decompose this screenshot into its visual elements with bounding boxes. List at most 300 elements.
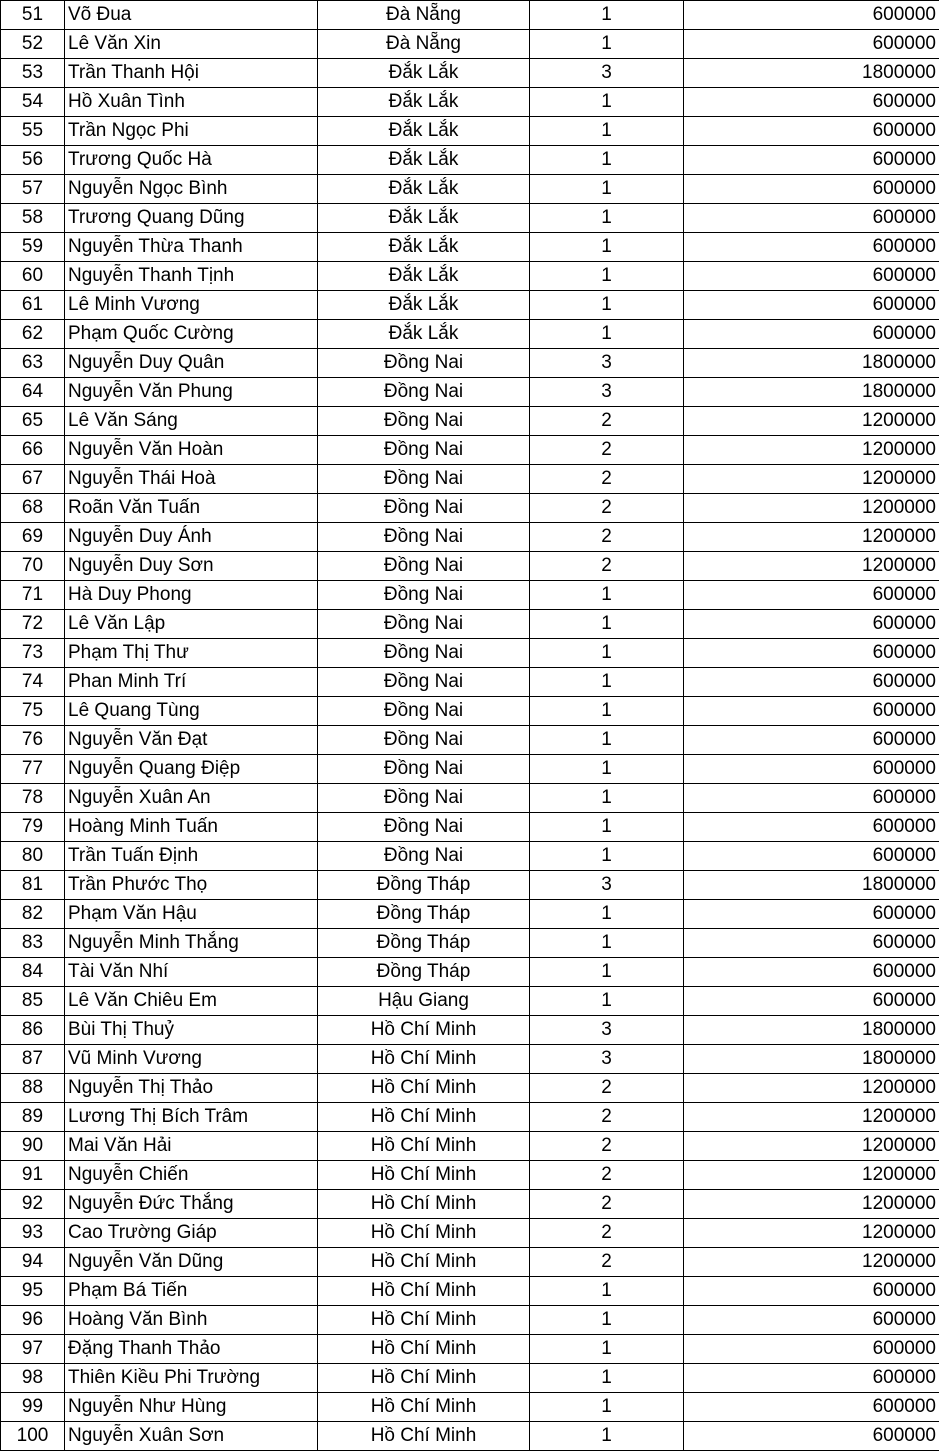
table-row	[1, 1306, 939, 1335]
province-cell[interactable]: Hồ Chí Minh	[318, 1422, 530, 1451]
quantity-cell[interactable]: 1	[530, 320, 684, 349]
quantity-cell[interactable]: 1	[530, 842, 684, 871]
row-number-cell[interactable]: 74	[1, 668, 65, 697]
amount-cell[interactable]: 1800000	[684, 59, 939, 88]
province-cell[interactable]: Đồng Tháp	[318, 958, 530, 987]
name-cell[interactable]: Nguyễn Ngọc Bình	[65, 175, 318, 204]
province-cell[interactable]: Đồng Nai	[318, 668, 530, 697]
table-row	[1, 581, 939, 610]
quantity-cell[interactable]: 1	[530, 1393, 684, 1422]
name-cell[interactable]: Nguyễn Văn Hoàn	[65, 436, 318, 465]
row-number-cell[interactable]: 76	[1, 726, 65, 755]
province-cell[interactable]: Đồng Nai	[318, 349, 530, 378]
table-row	[1, 1393, 939, 1422]
row-number-cell[interactable]: 84	[1, 958, 65, 987]
quantity-cell[interactable]: 1	[530, 175, 684, 204]
table-row	[1, 1364, 939, 1393]
table-row	[1, 1422, 939, 1451]
province-cell[interactable]: Đồng Nai	[318, 494, 530, 523]
row-number-cell[interactable]: 85	[1, 987, 65, 1016]
province-cell[interactable]: Đồng Nai	[318, 697, 530, 726]
province-cell[interactable]: Đồng Tháp	[318, 900, 530, 929]
row-number-cell[interactable]: 88	[1, 1074, 65, 1103]
table-row	[1, 697, 939, 726]
row-number-cell[interactable]: 81	[1, 871, 65, 900]
name-cell[interactable]: Trần Tuấn Định	[65, 842, 318, 871]
province-cell[interactable]: Đồng Nai	[318, 407, 530, 436]
row-number-cell[interactable]: 98	[1, 1364, 65, 1393]
amount-cell[interactable]: 600000	[684, 1277, 939, 1306]
row-number-cell[interactable]: 92	[1, 1190, 65, 1219]
name-cell[interactable]: Nguyễn Văn Đạt	[65, 726, 318, 755]
quantity-cell[interactable]: 2	[530, 523, 684, 552]
row-number-cell[interactable]: 51	[1, 1, 65, 30]
amount-cell[interactable]: 1200000	[684, 465, 939, 494]
row-number-cell[interactable]: 52	[1, 30, 65, 59]
amount-cell[interactable]: 600000	[684, 117, 939, 146]
amount-cell[interactable]: 1200000	[684, 494, 939, 523]
name-cell[interactable]: Nguyễn Xuân An	[65, 784, 318, 813]
province-cell[interactable]: Đồng Nai	[318, 755, 530, 784]
province-cell[interactable]: Hồ Chí Minh	[318, 1190, 530, 1219]
amount-cell[interactable]: 1200000	[684, 407, 939, 436]
table-row	[1, 1248, 939, 1277]
name-cell[interactable]: Trần Ngọc Phi	[65, 117, 318, 146]
province-cell[interactable]: Đà Nẵng	[318, 1, 530, 30]
quantity-cell[interactable]: 1	[530, 668, 684, 697]
province-cell[interactable]: Đồng Tháp	[318, 929, 530, 958]
amount-cell[interactable]: 600000	[684, 784, 939, 813]
quantity-cell[interactable]: 2	[530, 1219, 684, 1248]
quantity-cell[interactable]: 1	[530, 1, 684, 30]
amount-cell[interactable]: 600000	[684, 1364, 939, 1393]
quantity-cell[interactable]: 2	[530, 407, 684, 436]
name-cell[interactable]: Lê Quang Tùng	[65, 697, 318, 726]
province-cell[interactable]: Đắk Lắk	[318, 59, 530, 88]
row-number-cell[interactable]: 80	[1, 842, 65, 871]
name-cell[interactable]: Hà Duy Phong	[65, 581, 318, 610]
name-cell[interactable]: Hoàng Văn Bình	[65, 1306, 318, 1335]
amount-cell[interactable]: 1200000	[684, 1248, 939, 1277]
amount-cell[interactable]: 600000	[684, 1393, 939, 1422]
name-cell[interactable]: Đặng Thanh Thảo	[65, 1335, 318, 1364]
row-number-cell[interactable]: 91	[1, 1161, 65, 1190]
province-cell[interactable]: Đồng Nai	[318, 726, 530, 755]
row-number-cell[interactable]: 86	[1, 1016, 65, 1045]
row-number-cell[interactable]: 67	[1, 465, 65, 494]
table-row	[1, 175, 939, 204]
name-cell[interactable]: Nguyễn Thái Hoà	[65, 465, 318, 494]
name-cell[interactable]: Vũ Minh Vương	[65, 1045, 318, 1074]
row-number-cell[interactable]: 62	[1, 320, 65, 349]
table-row	[1, 117, 939, 146]
table-row	[1, 726, 939, 755]
amount-cell[interactable]: 1200000	[684, 1219, 939, 1248]
province-cell[interactable]: Đồng Nai	[318, 523, 530, 552]
province-cell[interactable]: Đồng Nai	[318, 610, 530, 639]
province-cell[interactable]: Đồng Nai	[318, 552, 530, 581]
name-cell[interactable]: Roãn Văn Tuấn	[65, 494, 318, 523]
quantity-cell[interactable]: 1	[530, 88, 684, 117]
row-number-cell[interactable]: 95	[1, 1277, 65, 1306]
amount-cell[interactable]: 600000	[684, 262, 939, 291]
quantity-cell[interactable]: 2	[530, 1248, 684, 1277]
quantity-cell[interactable]: 3	[530, 59, 684, 88]
quantity-cell[interactable]: 2	[530, 465, 684, 494]
quantity-cell[interactable]: 3	[530, 349, 684, 378]
province-cell[interactable]: Đắk Lắk	[318, 291, 530, 320]
province-cell[interactable]: Đắk Lắk	[318, 175, 530, 204]
quantity-cell[interactable]: 1	[530, 929, 684, 958]
province-cell[interactable]: Đồng Nai	[318, 813, 530, 842]
amount-cell[interactable]: 1200000	[684, 552, 939, 581]
province-cell[interactable]: Hồ Chí Minh	[318, 1045, 530, 1074]
name-cell[interactable]: Thiên Kiều Phi Trường	[65, 1364, 318, 1393]
table-row	[1, 1161, 939, 1190]
table-row	[1, 407, 939, 436]
name-cell[interactable]: Lương Thị Bích Trâm	[65, 1103, 318, 1132]
table-row	[1, 784, 939, 813]
name-cell[interactable]: Phạm Quốc Cường	[65, 320, 318, 349]
table-row	[1, 668, 939, 697]
row-number-cell[interactable]: 93	[1, 1219, 65, 1248]
name-cell[interactable]: Trần Phước Thọ	[65, 871, 318, 900]
row-number-cell[interactable]: 77	[1, 755, 65, 784]
quantity-cell[interactable]: 2	[530, 1190, 684, 1219]
amount-cell[interactable]: 600000	[684, 900, 939, 929]
quantity-cell[interactable]: 3	[530, 1016, 684, 1045]
name-cell[interactable]: Nguyễn Đức Thắng	[65, 1190, 318, 1219]
row-number-cell[interactable]: 96	[1, 1306, 65, 1335]
table-row	[1, 233, 939, 262]
name-cell[interactable]: Nguyễn Văn Phung	[65, 378, 318, 407]
amount-cell[interactable]: 600000	[684, 1306, 939, 1335]
name-cell[interactable]: Lê Văn Xin	[65, 30, 318, 59]
name-cell[interactable]: Lê Minh Vương	[65, 291, 318, 320]
quantity-cell[interactable]: 2	[530, 1103, 684, 1132]
table-row	[1, 958, 939, 987]
table-row	[1, 871, 939, 900]
table-row	[1, 1045, 939, 1074]
row-number-cell[interactable]: 73	[1, 639, 65, 668]
quantity-cell[interactable]: 2	[530, 1074, 684, 1103]
table-row	[1, 204, 939, 233]
quantity-cell[interactable]: 1	[530, 1335, 684, 1364]
amount-cell[interactable]: 600000	[684, 697, 939, 726]
province-cell[interactable]: Đồng Nai	[318, 378, 530, 407]
row-number-cell[interactable]: 60	[1, 262, 65, 291]
row-number-cell[interactable]: 82	[1, 900, 65, 929]
province-cell[interactable]: Đắk Lắk	[318, 262, 530, 291]
table-row	[1, 1103, 939, 1132]
province-cell[interactable]: Hồ Chí Minh	[318, 1277, 530, 1306]
amount-cell[interactable]: 1800000	[684, 1016, 939, 1045]
name-cell[interactable]: Phạm Văn Hậu	[65, 900, 318, 929]
quantity-cell[interactable]: 1	[530, 697, 684, 726]
table-body	[1, 1, 939, 1451]
table-row	[1, 1016, 939, 1045]
row-number-cell[interactable]: 90	[1, 1132, 65, 1161]
quantity-cell[interactable]: 1	[530, 1364, 684, 1393]
quantity-cell[interactable]: 2	[530, 436, 684, 465]
name-cell[interactable]: Tài Văn Nhí	[65, 958, 318, 987]
table-row	[1, 291, 939, 320]
row-number-cell[interactable]: 69	[1, 523, 65, 552]
row-number-cell[interactable]: 57	[1, 175, 65, 204]
quantity-cell[interactable]: 1	[530, 610, 684, 639]
row-number-cell[interactable]: 71	[1, 581, 65, 610]
row-number-cell[interactable]: 94	[1, 1248, 65, 1277]
amount-cell[interactable]: 600000	[684, 1422, 939, 1451]
table-row	[1, 1132, 939, 1161]
name-cell[interactable]: Lê Văn Lập	[65, 610, 318, 639]
row-number-cell[interactable]: 72	[1, 610, 65, 639]
name-cell[interactable]: Phạm Bá Tiến	[65, 1277, 318, 1306]
amount-cell[interactable]: 600000	[684, 755, 939, 784]
table-row	[1, 88, 939, 117]
province-cell[interactable]: Hồ Chí Minh	[318, 1306, 530, 1335]
amount-cell[interactable]: 600000	[684, 987, 939, 1016]
table-row	[1, 610, 939, 639]
name-cell[interactable]: Nguyễn Văn Dũng	[65, 1248, 318, 1277]
row-number-cell[interactable]: 83	[1, 929, 65, 958]
quantity-cell[interactable]: 1	[530, 755, 684, 784]
name-cell[interactable]: Hồ Xuân Tình	[65, 88, 318, 117]
amount-cell[interactable]: 600000	[684, 813, 939, 842]
province-cell[interactable]: Đắk Lắk	[318, 233, 530, 262]
table-row	[1, 320, 939, 349]
table-row	[1, 1219, 939, 1248]
row-number-cell[interactable]: 75	[1, 697, 65, 726]
amount-cell[interactable]: 600000	[684, 320, 939, 349]
amount-cell[interactable]: 600000	[684, 1, 939, 30]
province-cell[interactable]: Đà Nẵng	[318, 30, 530, 59]
table-row	[1, 523, 939, 552]
province-cell[interactable]: Đồng Nai	[318, 436, 530, 465]
amount-cell[interactable]: 600000	[684, 88, 939, 117]
quantity-cell[interactable]: 1	[530, 233, 684, 262]
row-number-cell[interactable]: 59	[1, 233, 65, 262]
row-number-cell[interactable]: 53	[1, 59, 65, 88]
province-cell[interactable]: Hồ Chí Minh	[318, 1103, 530, 1132]
province-cell[interactable]: Đắk Lắk	[318, 117, 530, 146]
province-cell[interactable]: Hồ Chí Minh	[318, 1074, 530, 1103]
table-row	[1, 1335, 939, 1364]
table-row	[1, 755, 939, 784]
province-cell[interactable]: Đồng Nai	[318, 842, 530, 871]
amount-cell[interactable]: 600000	[684, 1335, 939, 1364]
table-row	[1, 1074, 939, 1103]
table-row	[1, 146, 939, 175]
row-number-cell[interactable]: 97	[1, 1335, 65, 1364]
row-number-cell[interactable]: 70	[1, 552, 65, 581]
amount-cell[interactable]: 1200000	[684, 523, 939, 552]
quantity-cell[interactable]: 1	[530, 639, 684, 668]
province-cell[interactable]: Đồng Nai	[318, 581, 530, 610]
amount-cell[interactable]: 600000	[684, 581, 939, 610]
name-cell[interactable]: Nguyễn Duy Ánh	[65, 523, 318, 552]
name-cell[interactable]: Nguyễn Quang Điệp	[65, 755, 318, 784]
amount-cell[interactable]: 1800000	[684, 349, 939, 378]
table-row	[1, 494, 939, 523]
amount-cell[interactable]: 1200000	[684, 1103, 939, 1132]
province-cell[interactable]: Hồ Chí Minh	[318, 1219, 530, 1248]
quantity-cell[interactable]: 3	[530, 871, 684, 900]
table-row	[1, 987, 939, 1016]
row-number-cell[interactable]: 78	[1, 784, 65, 813]
amount-cell[interactable]: 1800000	[684, 871, 939, 900]
quantity-cell[interactable]: 1	[530, 958, 684, 987]
name-cell[interactable]: Nguyễn Minh Thắng	[65, 929, 318, 958]
name-cell[interactable]: Nguyễn Duy Sơn	[65, 552, 318, 581]
amount-cell[interactable]: 600000	[684, 175, 939, 204]
quantity-cell[interactable]: 1	[530, 262, 684, 291]
name-cell[interactable]: Nguyễn Thị Thảo	[65, 1074, 318, 1103]
name-cell[interactable]: Bùi Thị Thuỷ	[65, 1016, 318, 1045]
quantity-cell[interactable]: 2	[530, 1161, 684, 1190]
quantity-cell[interactable]: 1	[530, 117, 684, 146]
name-cell[interactable]: Cao Trường Giáp	[65, 1219, 318, 1248]
table-row	[1, 436, 939, 465]
province-cell[interactable]: Đắk Lắk	[318, 146, 530, 175]
name-cell[interactable]: Hoàng Minh Tuấn	[65, 813, 318, 842]
amount-cell[interactable]: 600000	[684, 726, 939, 755]
province-cell[interactable]: Đắk Lắk	[318, 320, 530, 349]
name-cell[interactable]: Võ Đua	[65, 1, 318, 30]
province-cell[interactable]: Hồ Chí Minh	[318, 1161, 530, 1190]
quantity-cell[interactable]: 1	[530, 30, 684, 59]
quantity-cell[interactable]: 1	[530, 987, 684, 1016]
row-number-cell[interactable]: 89	[1, 1103, 65, 1132]
quantity-cell[interactable]: 3	[530, 1045, 684, 1074]
row-number-cell[interactable]: 58	[1, 204, 65, 233]
province-cell[interactable]: Đắk Lắk	[318, 204, 530, 233]
row-number-cell[interactable]: 54	[1, 88, 65, 117]
name-cell[interactable]: Lê Văn Chiêu Em	[65, 987, 318, 1016]
row-number-cell[interactable]: 68	[1, 494, 65, 523]
quantity-cell[interactable]: 3	[530, 378, 684, 407]
amount-cell[interactable]: 1800000	[684, 1045, 939, 1074]
quantity-cell[interactable]: 1	[530, 1277, 684, 1306]
name-cell[interactable]: Trương Quang Dũng	[65, 204, 318, 233]
quantity-cell[interactable]: 2	[530, 494, 684, 523]
province-cell[interactable]: Hồ Chí Minh	[318, 1393, 530, 1422]
province-cell[interactable]: Hồ Chí Minh	[318, 1132, 530, 1161]
row-number-cell[interactable]: 99	[1, 1393, 65, 1422]
province-cell[interactable]: Đồng Nai	[318, 639, 530, 668]
row-number-cell[interactable]: 66	[1, 436, 65, 465]
amount-cell[interactable]: 600000	[684, 668, 939, 697]
province-cell[interactable]: Hồ Chí Minh	[318, 1248, 530, 1277]
amount-cell[interactable]: 1200000	[684, 436, 939, 465]
row-number-cell[interactable]: 65	[1, 407, 65, 436]
name-cell[interactable]: Trương Quốc Hà	[65, 146, 318, 175]
row-number-cell[interactable]: 79	[1, 813, 65, 842]
row-number-cell[interactable]: 61	[1, 291, 65, 320]
table-row	[1, 378, 939, 407]
amount-cell[interactable]: 600000	[684, 30, 939, 59]
table-row	[1, 842, 939, 871]
row-number-cell[interactable]: 64	[1, 378, 65, 407]
quantity-cell[interactable]: 1	[530, 146, 684, 175]
table-row	[1, 813, 939, 842]
province-cell[interactable]: Hồ Chí Minh	[318, 1335, 530, 1364]
amount-cell[interactable]: 600000	[684, 842, 939, 871]
name-cell[interactable]: Trần Thanh Hội	[65, 59, 318, 88]
name-cell[interactable]: Nguyễn Duy Quân	[65, 349, 318, 378]
amount-cell[interactable]: 1200000	[684, 1161, 939, 1190]
name-cell[interactable]: Lê Văn Sáng	[65, 407, 318, 436]
quantity-cell[interactable]: 1	[530, 581, 684, 610]
name-cell[interactable]: Mai Văn Hải	[65, 1132, 318, 1161]
table-row	[1, 900, 939, 929]
amount-cell[interactable]: 1200000	[684, 1190, 939, 1219]
province-cell[interactable]: Đồng Nai	[318, 465, 530, 494]
province-cell[interactable]: Đồng Nai	[318, 784, 530, 813]
row-number-cell[interactable]: 56	[1, 146, 65, 175]
table-row	[1, 639, 939, 668]
table-row	[1, 1277, 939, 1306]
row-number-cell[interactable]: 63	[1, 349, 65, 378]
name-cell[interactable]: Phan Minh Trí	[65, 668, 318, 697]
table-row	[1, 552, 939, 581]
name-cell[interactable]: Nguyễn Thừa Thanh	[65, 233, 318, 262]
quantity-cell[interactable]: 2	[530, 552, 684, 581]
amount-cell[interactable]: 1800000	[684, 378, 939, 407]
row-number-cell[interactable]: 87	[1, 1045, 65, 1074]
amount-cell[interactable]: 1200000	[684, 1074, 939, 1103]
amount-cell[interactable]: 600000	[684, 929, 939, 958]
amount-cell[interactable]: 600000	[684, 958, 939, 987]
province-cell[interactable]: Đồng Tháp	[318, 871, 530, 900]
quantity-cell[interactable]: 1	[530, 900, 684, 929]
quantity-cell[interactable]: 1	[530, 291, 684, 320]
name-cell[interactable]: Nguyễn Thanh Tịnh	[65, 262, 318, 291]
row-number-cell[interactable]: 100	[1, 1422, 65, 1451]
quantity-cell[interactable]: 1	[530, 813, 684, 842]
province-cell[interactable]: Đắk Lắk	[318, 88, 530, 117]
amount-cell[interactable]: 600000	[684, 291, 939, 320]
quantity-cell[interactable]: 1	[530, 726, 684, 755]
province-cell[interactable]: Hồ Chí Minh	[318, 1364, 530, 1393]
quantity-cell[interactable]: 1	[530, 784, 684, 813]
province-cell[interactable]: Hồ Chí Minh	[318, 1016, 530, 1045]
amount-cell[interactable]: 1200000	[684, 1132, 939, 1161]
quantity-cell[interactable]: 1	[530, 1422, 684, 1451]
amount-cell[interactable]: 600000	[684, 204, 939, 233]
row-number-cell[interactable]: 55	[1, 117, 65, 146]
name-cell[interactable]: Nguyễn Như Hùng	[65, 1393, 318, 1422]
table-row	[1, 349, 939, 378]
table-row	[1, 1190, 939, 1219]
table-row	[1, 465, 939, 494]
name-cell[interactable]: Nguyễn Xuân Sơn	[65, 1422, 318, 1451]
name-cell[interactable]: Nguyễn Chiến	[65, 1161, 318, 1190]
quantity-cell[interactable]: 2	[530, 1132, 684, 1161]
amount-cell[interactable]: 600000	[684, 146, 939, 175]
province-cell[interactable]: Hậu Giang	[318, 987, 530, 1016]
table-row	[1, 30, 939, 59]
table-row	[1, 59, 939, 88]
amount-cell[interactable]: 600000	[684, 610, 939, 639]
quantity-cell[interactable]: 1	[530, 204, 684, 233]
table-row	[1, 262, 939, 291]
table-row	[1, 1, 939, 30]
amount-cell[interactable]: 600000	[684, 639, 939, 668]
amount-cell[interactable]: 600000	[684, 233, 939, 262]
name-cell[interactable]: Phạm Thị Thư	[65, 639, 318, 668]
quantity-cell[interactable]: 1	[530, 1306, 684, 1335]
